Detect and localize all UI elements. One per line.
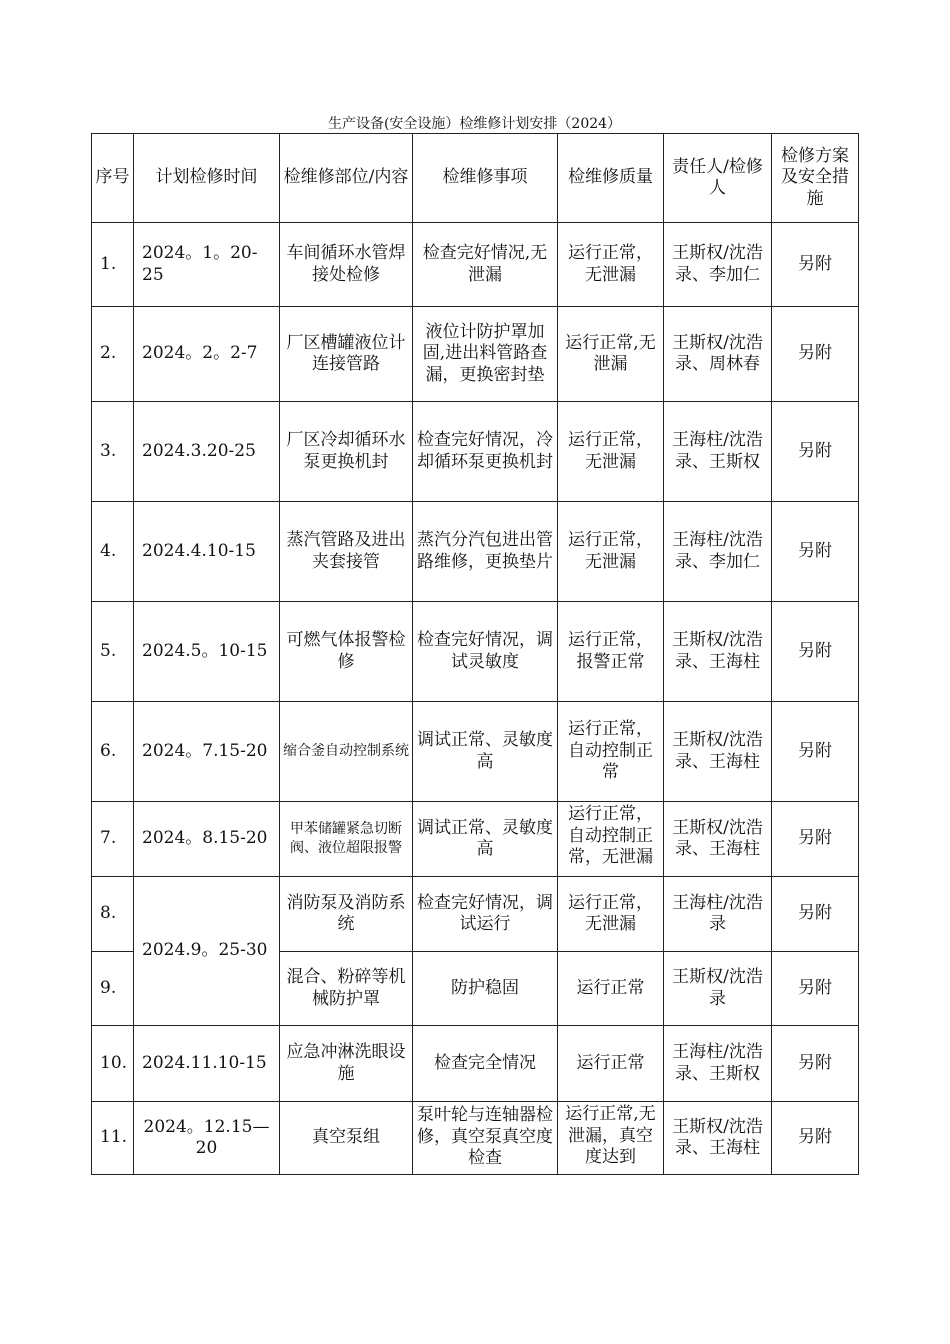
row-plan: 另附 [772,223,859,307]
row-quality: 运行正常，无泄漏 [558,877,664,952]
row-seq: 8. [92,877,134,952]
row-item: 调试正常、灵敏度高 [413,802,558,877]
row-item: 检查完全情况 [413,1026,558,1102]
row-quality: 运行正常 [558,1026,664,1102]
row-seq: 3. [92,402,134,502]
row-item-text: 泵叶轮与连轴器检修，真空泵真空度检查 [417,1105,553,1168]
document-title: 生产设备(安全设施）检维修计划安排（2024） [327,116,622,132]
table-row [92,1026,859,1102]
header-time: 计划检修时间 [134,134,280,223]
row-plan: 另附 [772,877,859,952]
row-plan: 另附 [772,502,859,602]
row-quality: 运行正常，无泄漏 [558,502,664,602]
row-time: 2024。12.15—20 [134,1102,280,1175]
header-seq: 序号 [92,134,134,223]
row-time: 2024.5。10-15 [134,602,280,702]
row-time: 2024。7.15-20 [134,702,280,802]
row-part: 真空泵组 [280,1102,413,1175]
row-time: 2024.4.10-15 [134,502,280,602]
row-part: 车间循环水管焊接处检修 [280,223,413,307]
row-time: 2024.3.20-25 [134,402,280,502]
row-item: 检查完好情况，冷却循环泵更换机封 [413,402,558,502]
row-item: 调试正常、灵敏度高 [413,702,558,802]
row-seq: 9. [92,952,134,1026]
row-part: 消防泵及消防系统 [280,877,413,952]
row-quality [558,802,664,877]
row-part: 可燃气体报警检修 [280,602,413,702]
row-person: 王海柱/沈浩录、王斯权 [664,402,772,502]
row-item: 检查完好情况，调试灵敏度 [413,602,558,702]
row-part: 缩合釜自动控制系统 [280,702,413,802]
row-part: 厂区冷却循环水泵更换机封 [280,402,413,502]
row-seq: 2. [92,307,134,402]
row-quality: 运行正常，报警正常 [558,602,664,702]
row-plan: 另附 [772,402,859,502]
row-quality: 运行正常,无泄漏 [558,307,664,402]
row-plan: 另附 [772,952,859,1026]
table-row [92,602,859,702]
row-part: 甲苯储罐紧急切断阀、液位超限报警 [280,802,413,877]
table-row [92,877,859,952]
row-time: 2024。8.15-20 [134,802,280,877]
row-person: 王斯权/沈浩录、李加仁 [664,223,772,307]
row-seq: 5. [92,602,134,702]
row-person: 王海柱/沈浩录 [664,877,772,952]
row-plan: 另附 [772,602,859,702]
row-plan: 另附 [772,1102,859,1175]
row-time: 2024。2。2-7 [134,307,280,402]
row-part: 蒸汽管路及进出夹套接管 [280,502,413,602]
row-quality [558,1102,664,1175]
header-person: 责任人/检修人 [664,134,772,223]
row-seq: 6. [92,702,134,802]
row-seq: 7. [92,802,134,877]
row-seq: 10. [92,1026,134,1102]
row-person: 王海柱/沈浩录、李加仁 [664,502,772,602]
table-row [92,1102,859,1175]
row-person: 王斯权/沈浩录、王海柱 [664,802,772,877]
row-quality: 运行正常，无泄漏 [558,402,664,502]
row-quality: 运行正常 [558,952,664,1026]
header-quality: 检维修质量 [558,134,664,223]
row-seq: 4. [92,502,134,602]
row-plan: 另附 [772,802,859,877]
table-row [92,223,859,307]
table-row [92,502,859,602]
row-quality: 运行正常，自动控制正常 [558,702,664,802]
row-item: 检查完好情况，调试运行 [413,877,558,952]
row-seq: 1. [92,223,134,307]
row-item [413,1102,558,1175]
row-person: 王斯权/沈浩录 [664,952,772,1026]
row-item: 检查完好情况,无泄漏 [413,223,558,307]
row-plan: 另附 [772,307,859,402]
row-item: 蒸汽分汽包进出管路维修，更换垫片 [413,502,558,602]
row-time: 2024。1。20-25 [134,223,280,307]
row-part: 厂区槽罐液位计连接管路 [280,307,413,402]
table-row [92,402,859,502]
row-quality-text: 运行正常,无泄漏，真空度达到 [565,1104,656,1167]
row-person: 王海柱/沈浩录、王斯权 [664,1026,772,1102]
header-part: 检维修部位/内容 [280,134,413,223]
row-time: 2024.11.10-15 [134,1026,280,1102]
table-row [92,702,859,802]
row-plan: 另附 [772,1026,859,1102]
row-part: 混合、粉碎等机械防护罩 [280,952,413,1026]
row-item: 防护稳固 [413,952,558,1026]
table-row [92,307,859,402]
row-part: 应急冲淋洗眼设施 [280,1026,413,1102]
table-row [92,802,859,877]
row-person: 王斯权/沈浩录、周林春 [664,307,772,402]
maintenance-plan-table [91,133,859,1175]
row-quality: 运行正常，无泄漏 [558,223,664,307]
row-person: 王斯权/沈浩录、王海柱 [664,602,772,702]
header-item: 检维修事项 [413,134,558,223]
row-person: 王斯权/沈浩录、王海柱 [664,1102,772,1175]
header-plan: 检修方案及安全措施 [772,134,859,223]
row-item: 液位计防护罩加固,进出料管路查漏，更换密封垫 [413,307,558,402]
row-quality-text: 运行正常，自动控制正常，无泄漏 [568,804,653,867]
row-seq: 11. [92,1102,134,1175]
row-plan: 另附 [772,702,859,802]
row-time: 2024.9。25-30 [134,877,280,1026]
header-row [92,134,859,223]
row-person: 王斯权/沈浩录、王海柱 [664,702,772,802]
